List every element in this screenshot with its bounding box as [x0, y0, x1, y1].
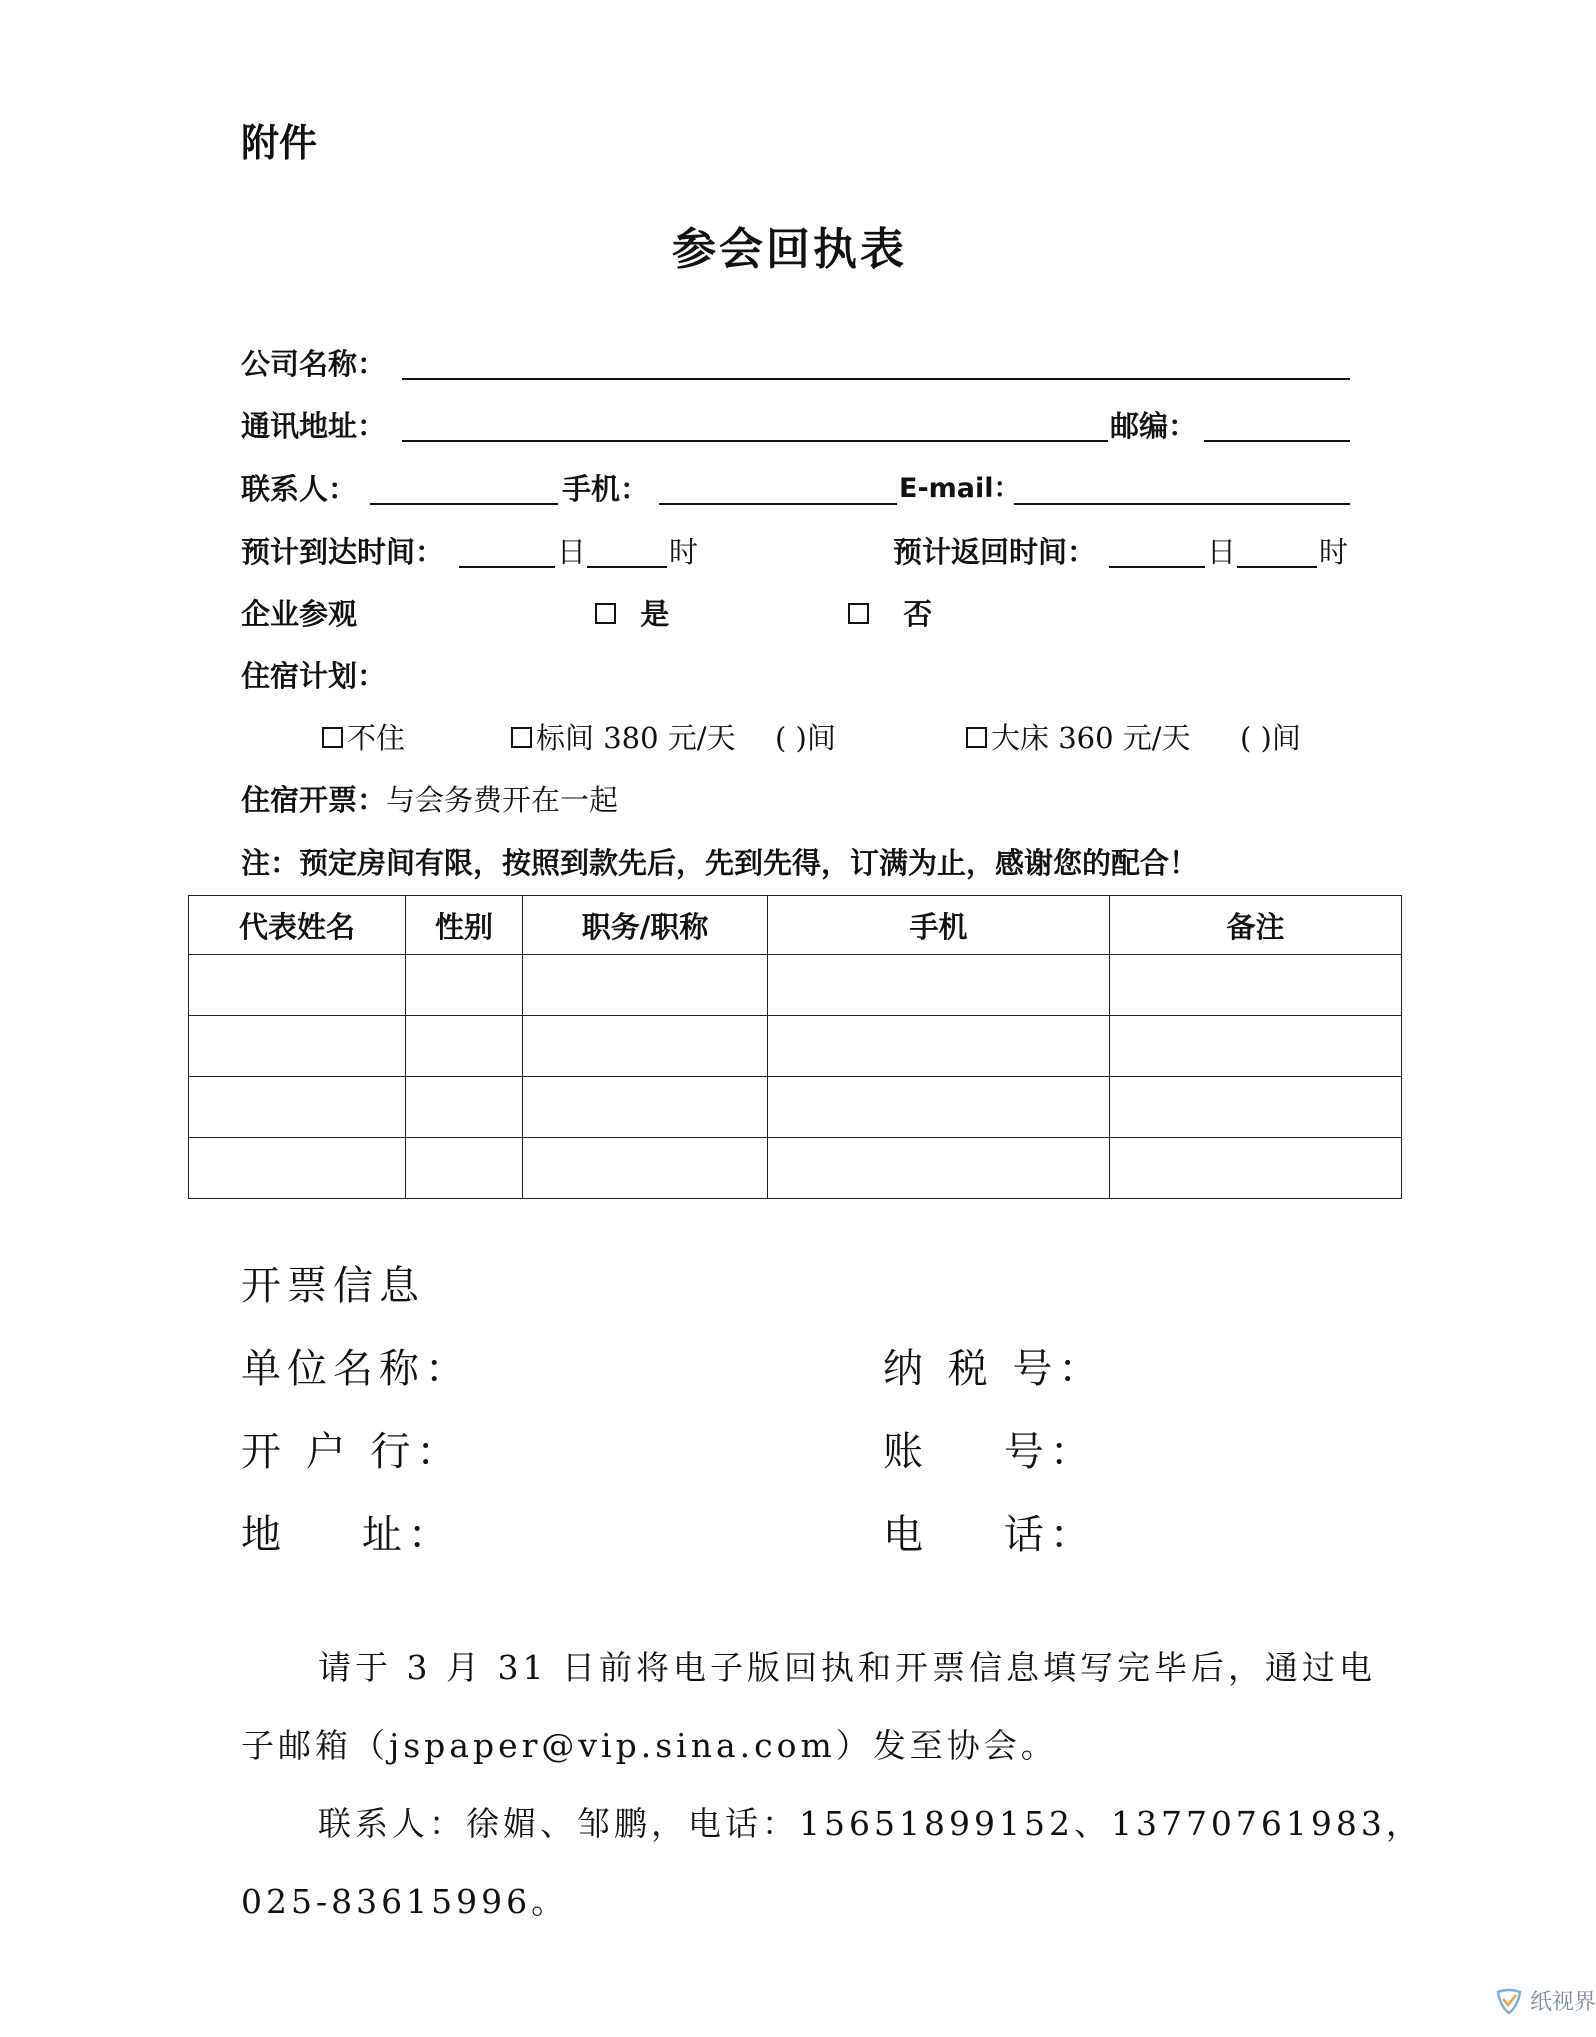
- company-label: 公司名称：: [241, 347, 387, 381]
- table-cell[interactable]: [768, 1016, 1110, 1077]
- table-cell[interactable]: [406, 955, 523, 1016]
- attachment-label: 附件: [241, 121, 318, 165]
- visit-yes-option[interactable]: [595, 594, 669, 634]
- table-cell[interactable]: [406, 1016, 523, 1077]
- mobile-label: 手机：: [562, 472, 650, 506]
- return-day-field[interactable]: [1109, 566, 1205, 568]
- closing-line-2: 子邮箱（jspaper@vip.sina.com）发至协会。: [241, 1726, 1058, 1765]
- table-header-row: [189, 896, 1402, 955]
- invoice-phone-label: 电 话：: [883, 1512, 1096, 1558]
- address-field[interactable]: [402, 440, 1108, 442]
- table-cell[interactable]: [1110, 1138, 1402, 1199]
- invoice-heading: 开票信息: [241, 1263, 425, 1309]
- invoice-unit-name-label: 单位名称：: [241, 1346, 471, 1392]
- visit-no-label: 否: [903, 597, 933, 631]
- arrival-hour-field[interactable]: [587, 566, 667, 568]
- header-name: 代表姓名: [189, 896, 406, 955]
- lodging-option-standard[interactable]: [511, 718, 736, 758]
- header-title: 职务/职称: [523, 896, 768, 955]
- invoice-tax-id-label: 纳 税 号：: [883, 1346, 1105, 1392]
- table-cell[interactable]: [189, 1138, 406, 1199]
- arrival-day-field[interactable]: [459, 566, 555, 568]
- postcode-label: 邮编：: [1110, 409, 1198, 443]
- postcode-field[interactable]: [1204, 440, 1350, 442]
- watermark-logo: [1494, 1985, 1596, 2016]
- return-hour-field[interactable]: [1237, 566, 1317, 568]
- lodging-invoice-value: 与会务费开在一起: [386, 783, 619, 817]
- checkbox-icon[interactable]: [848, 603, 869, 624]
- return-label: 预计返回时间：: [893, 535, 1097, 569]
- table-cell[interactable]: [406, 1077, 523, 1138]
- delegate-table: [188, 895, 1402, 1199]
- table-cell[interactable]: [1110, 1016, 1402, 1077]
- lodging-king-label: 大床 360 元/天: [991, 721, 1191, 755]
- header-mobile: 手机: [768, 896, 1110, 955]
- table-cell[interactable]: [189, 1016, 406, 1077]
- table-cell[interactable]: [768, 1138, 1110, 1199]
- header-gender: 性别: [406, 896, 523, 955]
- lodging-invoice-row: [241, 780, 618, 820]
- table-cell[interactable]: [523, 1138, 768, 1199]
- checkbox-icon[interactable]: [511, 727, 532, 748]
- visit-no-option[interactable]: [848, 594, 932, 634]
- visit-label: 企业参观: [241, 597, 358, 631]
- table-cell[interactable]: [523, 1077, 768, 1138]
- email-field[interactable]: [1014, 503, 1350, 505]
- checkbox-icon[interactable]: [966, 727, 987, 748]
- return-hour-unit: 时: [1319, 535, 1349, 569]
- invoice-bank-label: 开 户 行：: [241, 1429, 463, 1475]
- contact-field[interactable]: [370, 503, 558, 505]
- table-row: [189, 1016, 1402, 1077]
- closing-line-1: 请于 3 月 31 日前将电子版回执和开票信息填写完毕后，通过电: [318, 1648, 1376, 1687]
- watermark-icon: [1494, 1986, 1524, 2016]
- table-cell[interactable]: [189, 1077, 406, 1138]
- return-day-unit: 日: [1207, 535, 1237, 569]
- arrival-hour-unit: 时: [669, 535, 699, 569]
- lodging-invoice-label: 住宿开票：: [241, 783, 387, 817]
- closing-line-4: 025-83615996。: [241, 1882, 569, 1921]
- table-row: [189, 955, 1402, 1016]
- notice-text: 注：预定房间有限，按照到款先后，先到先得，订满为止，感谢您的配合！: [241, 846, 1199, 880]
- table-cell[interactable]: [768, 1077, 1110, 1138]
- closing-line-3: 联系人：徐媚、邹鹏，电话：15651899152、13770761983，: [318, 1804, 1423, 1843]
- lodging-standard-label: 标间 380 元/天: [536, 721, 736, 755]
- lodging-option-none[interactable]: [322, 718, 405, 758]
- checkbox-icon[interactable]: [322, 727, 343, 748]
- table-cell[interactable]: [523, 955, 768, 1016]
- email-label: E-mail：: [899, 473, 1021, 504]
- checkbox-icon[interactable]: [595, 603, 616, 624]
- table-cell[interactable]: [189, 955, 406, 1016]
- contact-label: 联系人：: [241, 472, 358, 506]
- lodging-label: 住宿计划：: [241, 659, 387, 693]
- lodging-option-king[interactable]: [966, 718, 1191, 758]
- watermark-text: 纸视界: [1530, 1990, 1596, 2015]
- table-cell[interactable]: [1110, 955, 1402, 1016]
- table-cell[interactable]: [1110, 1077, 1402, 1138]
- lodging-king-count: ( )间: [1240, 721, 1301, 755]
- table-row: [189, 1138, 1402, 1199]
- lodging-none-label: 不住: [347, 721, 406, 755]
- invoice-address-label: 地 址：: [241, 1512, 454, 1558]
- lodging-standard-count: ( )间: [775, 721, 836, 755]
- page-title: 参会回执表: [672, 224, 907, 275]
- arrival-day-unit: 日: [557, 535, 587, 569]
- address-label: 通讯地址：: [241, 409, 387, 443]
- visit-yes-label: 是: [640, 597, 670, 631]
- table-cell[interactable]: [768, 955, 1110, 1016]
- table-cell[interactable]: [523, 1016, 768, 1077]
- arrival-label: 预计到达时间：: [241, 535, 445, 569]
- table-row: [189, 1077, 1402, 1138]
- mobile-field[interactable]: [659, 503, 897, 505]
- table-cell[interactable]: [406, 1138, 523, 1199]
- invoice-account-label: 账 号：: [883, 1429, 1096, 1475]
- company-field[interactable]: [402, 378, 1350, 380]
- header-remark: 备注: [1110, 896, 1402, 955]
